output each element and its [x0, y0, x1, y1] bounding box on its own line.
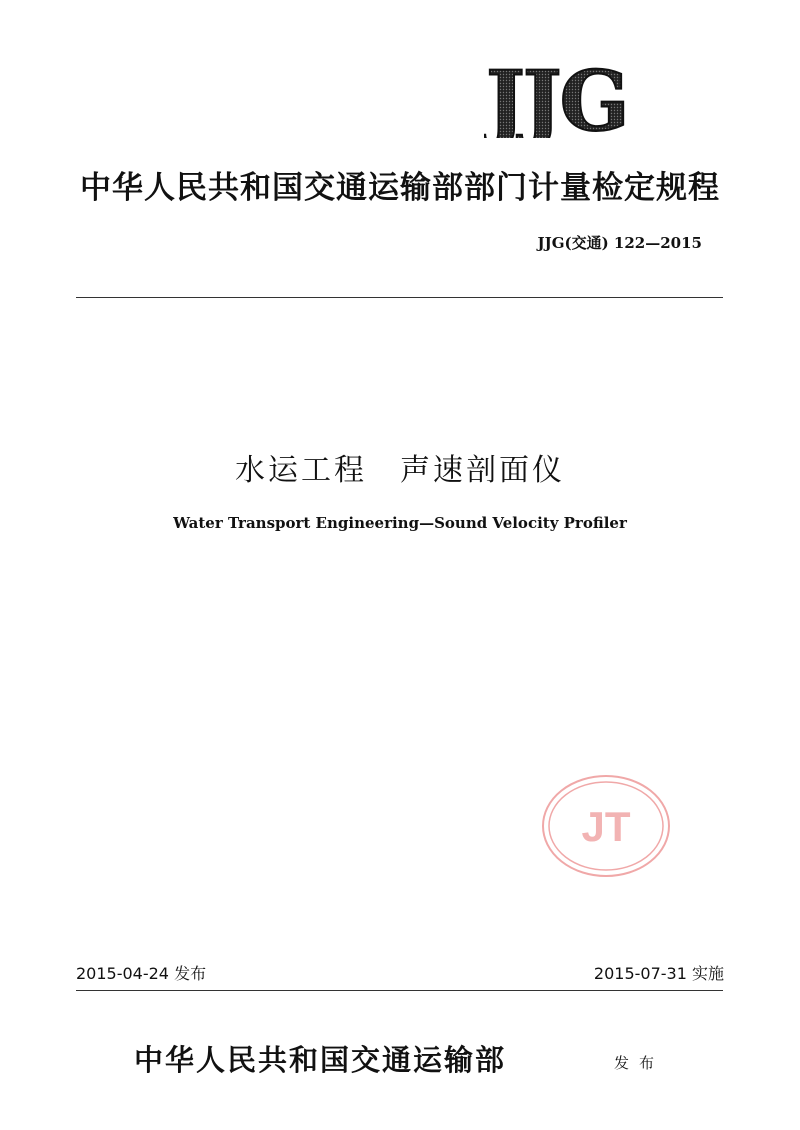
standard-code: JJG(交通) 122—2015 [537, 234, 702, 252]
top-divider [76, 297, 723, 298]
bottom-divider [76, 990, 723, 991]
document-title-en: Water Transport Engineering—Sound Velocity Profiler [173, 514, 627, 532]
publisher-name: 中华人民共和国交通运输部 [134, 1043, 507, 1077]
issue-date: 2015-04-24 发布 [76, 964, 207, 983]
jt-seal-icon [540, 773, 672, 879]
jjg-logo [484, 58, 706, 138]
publish-label: 发布 [614, 1054, 665, 1072]
document-title-cn: 水运工程 声速剖面仪 [235, 453, 565, 488]
ministry-title: 中华人民共和国交通运输部部门计量检定规程 [80, 170, 720, 206]
seal-text: JT [581, 803, 631, 850]
implementation-date: 2015-07-31 实施 [593, 964, 724, 983]
logo-text: JJG [486, 58, 628, 138]
